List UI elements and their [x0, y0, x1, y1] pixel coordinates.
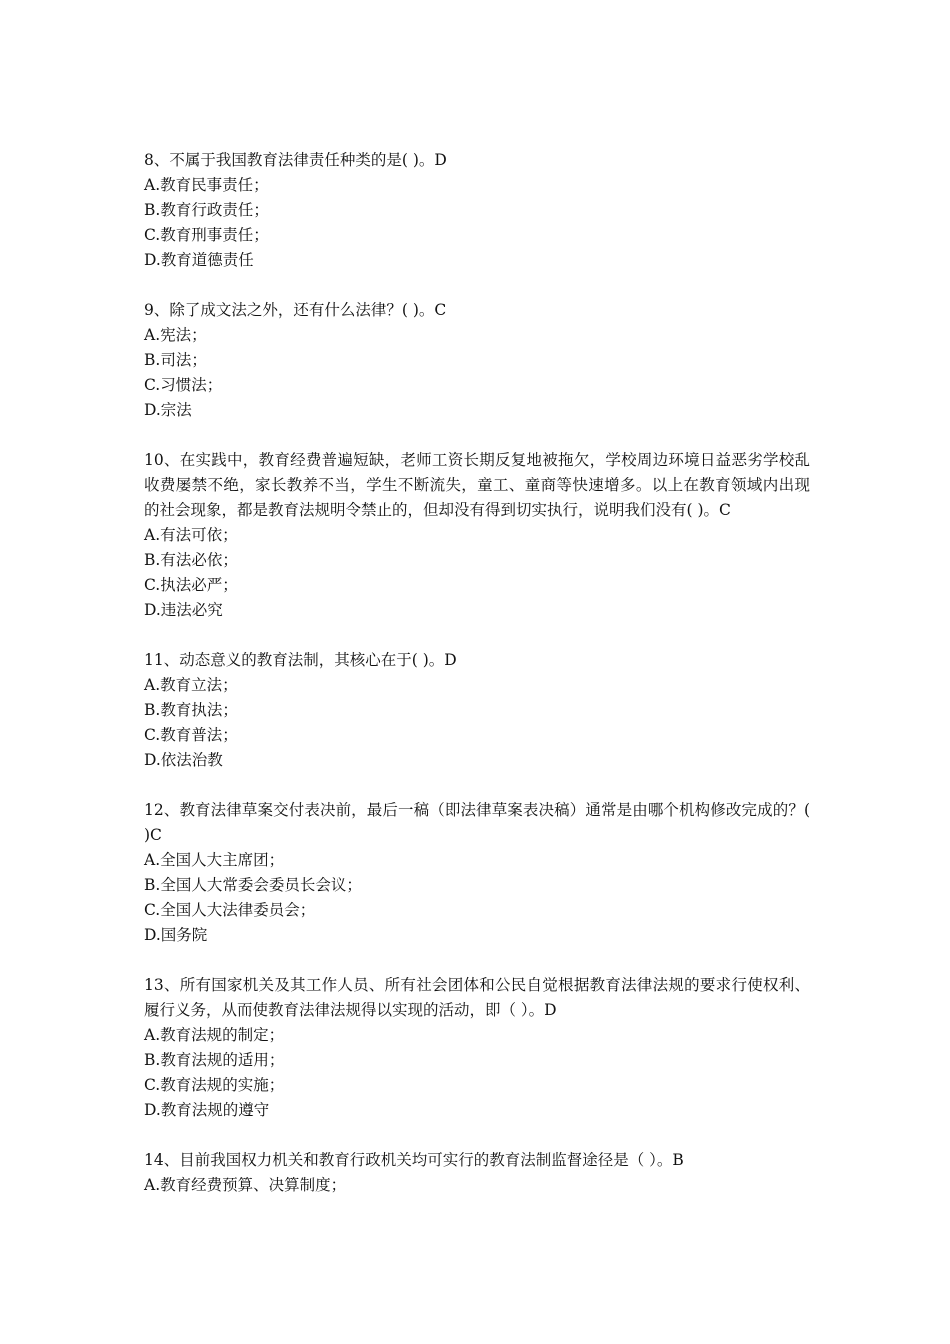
option-b: B.司法； [144, 351, 207, 369]
document-page [144, 148, 810, 1223]
option-d: D.违法必究 [144, 601, 223, 619]
option-b: B.教育法规的适用； [144, 1051, 285, 1069]
question-9 [144, 298, 810, 423]
question-11 [144, 648, 810, 773]
question-8 [144, 148, 810, 273]
question-text: 11、动态意义的教育法制，其核心在于( )。D [144, 651, 457, 669]
question-text: 8、不属于我国教育法律责任种类的是( )。D [144, 151, 447, 169]
option-d: D.宗法 [144, 401, 192, 419]
option-b: B.教育执法； [144, 701, 238, 719]
option-a: A.有法可依； [144, 526, 238, 544]
option-d: D.国务院 [144, 926, 208, 944]
option-a: A.教育经费预算、决算制度； [144, 1176, 347, 1194]
option-b: B.有法必依； [144, 551, 238, 569]
option-a: A.全国人大主席团； [144, 851, 285, 869]
option-c: C.全国人大法律委员会； [144, 901, 316, 919]
option-c: C.教育法规的实施； [144, 1076, 285, 1094]
option-a: A.教育民事责任； [144, 176, 269, 194]
option-c: C.习惯法； [144, 376, 223, 394]
option-d: D.依法治教 [144, 751, 223, 769]
option-c: C.教育普法； [144, 726, 238, 744]
question-text: 10、在实践中，教育经费普遍短缺，老师工资长期反复地被拖欠，学校周边环境日益恶劣学校乱收费屡禁不绝，家长教养不当，学生不断流失，童工、童商等快速增多。以上在教育领域内出现的社会现象，都是教育法规明令禁止的，但却没有得到切实执行，说明我们没有( )。C [144, 451, 810, 519]
option-d: D.教育法规的遵守 [144, 1101, 270, 1119]
question-text: 9、除了成文法之外，还有什么法律？( )。C [144, 301, 447, 319]
question-12 [144, 798, 810, 948]
option-a: A.宪法； [144, 326, 207, 344]
option-a: A.教育法规的制定； [144, 1026, 285, 1044]
option-c: C.教育刑事责任； [144, 226, 269, 244]
option-b: B.全国人大常委会委员长会议； [144, 876, 362, 894]
option-a: A.教育立法； [144, 676, 238, 694]
question-13 [144, 973, 810, 1123]
question-text: 12、教育法律草案交付表决前，最后一稿（即法律草案表决稿）通常是由哪个机构修改完成的？( )C [144, 801, 810, 844]
question-14 [144, 1148, 810, 1198]
question-text: 14、目前我国权力机关和教育行政机关均可实行的教育法制监督途径是（ ）。B [144, 1151, 684, 1169]
option-c: C.执法必严； [144, 576, 238, 594]
option-d: D.教育道德责任 [144, 251, 254, 269]
question-text: 13、所有国家机关及其工作人员、所有社会团体和公民自觉根据教育法律法规的要求行使权利、履行义务，从而使教育法律法规得以实现的活动，即（ ）。D [144, 976, 810, 1019]
option-b: B.教育行政责任； [144, 201, 269, 219]
question-10 [144, 448, 810, 623]
